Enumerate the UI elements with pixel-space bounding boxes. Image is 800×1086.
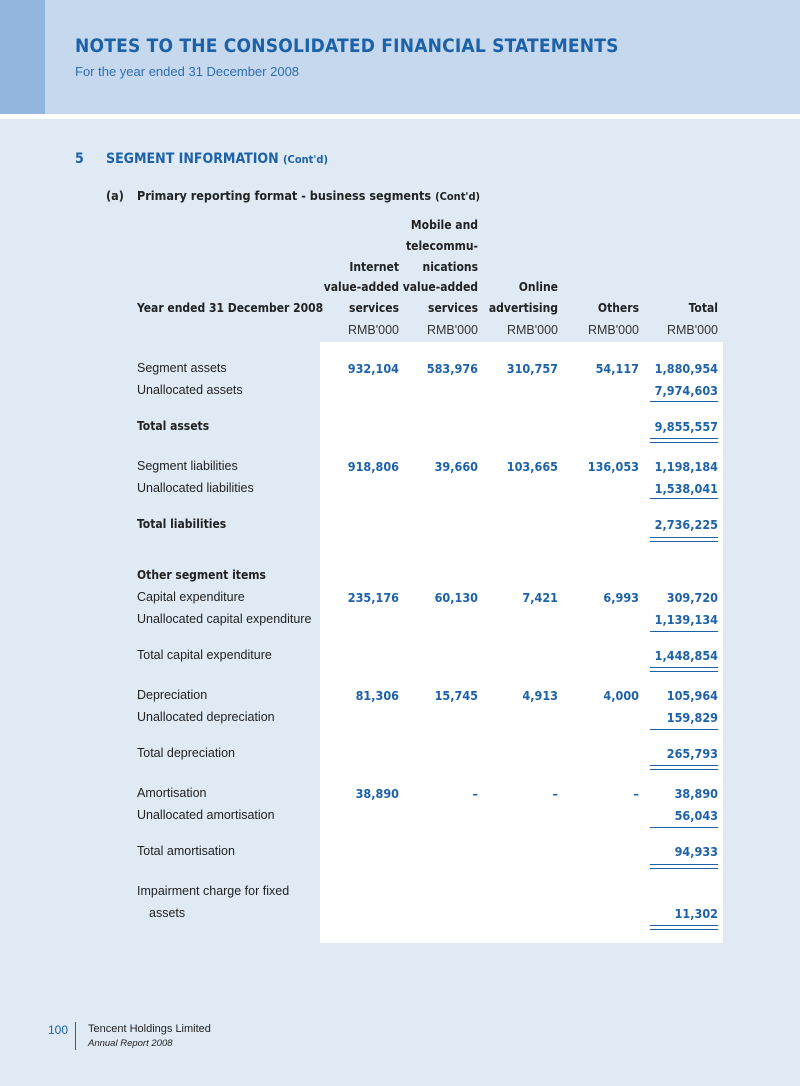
row-label: Other segment items: [137, 568, 266, 582]
single-rule: [650, 827, 718, 828]
cell-value: 918,806: [347, 459, 399, 474]
column-unit: RMB'000: [587, 323, 639, 337]
header-divider: [0, 114, 800, 119]
subsection-title: Primary reporting format - business segments (Cont'd): [137, 188, 481, 203]
cell-value: 15,745: [434, 688, 478, 703]
double-rule: [650, 667, 718, 668]
row-label: Total depreciation: [137, 746, 235, 760]
subsection-label: (a): [106, 188, 124, 203]
double-rule: [650, 769, 718, 770]
cell-value: 105,964: [666, 688, 718, 703]
column-unit: RMB'000: [506, 323, 558, 337]
single-rule: [650, 498, 718, 499]
column-header: Internet value-added services: [323, 259, 399, 316]
cell-value: 583,976: [426, 361, 478, 376]
cell-value: 60,130: [434, 590, 478, 605]
cell-value: 38,890: [355, 786, 399, 801]
cell-value: 1,538,041: [654, 481, 718, 496]
cell-value: –: [633, 786, 639, 801]
row-label: Unallocated depreciation: [137, 710, 275, 724]
cell-value: 1,880,954: [654, 361, 718, 376]
cell-value: 103,665: [506, 459, 558, 474]
row-label: Amortisation: [137, 786, 207, 800]
row-label: Unallocated capital expenditure: [137, 612, 312, 626]
row-label: Impairment charge for fixed: [137, 884, 290, 898]
row-label: assets: [149, 906, 186, 920]
double-rule: [650, 925, 718, 926]
row-label: Total amortisation: [137, 844, 235, 858]
cell-value: 309,720: [666, 590, 718, 605]
double-rule: [650, 765, 718, 766]
page-number: 100: [48, 1023, 69, 1037]
row-label: Total assets: [137, 419, 210, 433]
cell-value: 38,890: [674, 786, 718, 801]
cell-value: 9,855,557: [654, 419, 718, 434]
footer-divider: [75, 1022, 76, 1050]
row-label: Total liabilities: [137, 517, 227, 531]
period-label: Year ended 31 December 2008: [137, 301, 324, 316]
column-header: Online advertising: [488, 280, 558, 316]
cell-value: 159,829: [666, 710, 718, 725]
cell-value: –: [552, 786, 558, 801]
cell-value: 235,176: [347, 590, 399, 605]
row-label: Segment assets: [137, 361, 227, 375]
cell-value: 7,974,603: [654, 383, 718, 398]
page-subtitle: For the year ended 31 December 2008: [75, 64, 300, 79]
cell-value: 7,421: [522, 590, 558, 605]
double-rule: [650, 929, 718, 930]
single-rule: [650, 729, 718, 730]
cell-value: 54,117: [595, 361, 639, 376]
column-header: Others: [597, 301, 639, 316]
column-header: Total: [688, 301, 718, 316]
column-unit: RMB'000: [666, 323, 718, 337]
double-rule: [650, 671, 718, 672]
column-unit: RMB'000: [347, 323, 399, 337]
cell-value: 1,448,854: [654, 648, 718, 663]
row-label: Total capital expenditure: [137, 648, 272, 662]
footer-company: Tencent Holdings Limited: [88, 1023, 211, 1035]
page-header: [0, 0, 800, 114]
cell-value: 2,736,225: [654, 517, 718, 532]
section-title: SEGMENT INFORMATION (Cont'd): [106, 151, 329, 167]
single-rule: [650, 401, 718, 402]
cell-value: 265,793: [666, 746, 718, 761]
row-label: Capital expenditure: [137, 590, 245, 604]
cell-value: 4,000: [603, 688, 639, 703]
cell-value: 136,053: [587, 459, 639, 474]
single-rule: [650, 631, 718, 632]
double-rule: [650, 438, 718, 439]
footer-report: Annual Report 2008: [88, 1038, 173, 1049]
cell-value: –: [472, 786, 478, 801]
cell-value: 1,198,184: [654, 459, 718, 474]
cell-value: 81,306: [355, 688, 399, 703]
page-title: NOTES TO THE CONSOLIDATED FINANCIAL STATEMENTS: [75, 35, 619, 57]
double-rule: [650, 537, 718, 538]
header-tab: [0, 0, 45, 114]
row-label: Unallocated assets: [137, 383, 243, 397]
cell-value: 4,913: [522, 688, 558, 703]
cell-value: 932,104: [347, 361, 399, 376]
row-label: Segment liabilities: [137, 459, 238, 473]
double-rule: [650, 864, 718, 865]
cell-value: 39,660: [434, 459, 478, 474]
row-label: Unallocated amortisation: [137, 808, 275, 822]
row-label: Depreciation: [137, 688, 208, 702]
cell-value: 56,043: [674, 808, 718, 823]
double-rule: [650, 442, 718, 443]
row-label: Unallocated liabilities: [137, 481, 254, 495]
double-rule: [650, 868, 718, 869]
cell-value: 6,993: [603, 590, 639, 605]
cell-value: 11,302: [674, 906, 718, 921]
cell-value: 94,933: [674, 844, 718, 859]
cell-value: 310,757: [506, 361, 558, 376]
column-header: Mobile and telecommu- nications value-added services: [402, 218, 478, 316]
column-unit: RMB'000: [426, 323, 478, 337]
section-number: 5: [75, 151, 84, 167]
double-rule: [650, 541, 718, 542]
cell-value: 1,139,134: [654, 612, 718, 627]
